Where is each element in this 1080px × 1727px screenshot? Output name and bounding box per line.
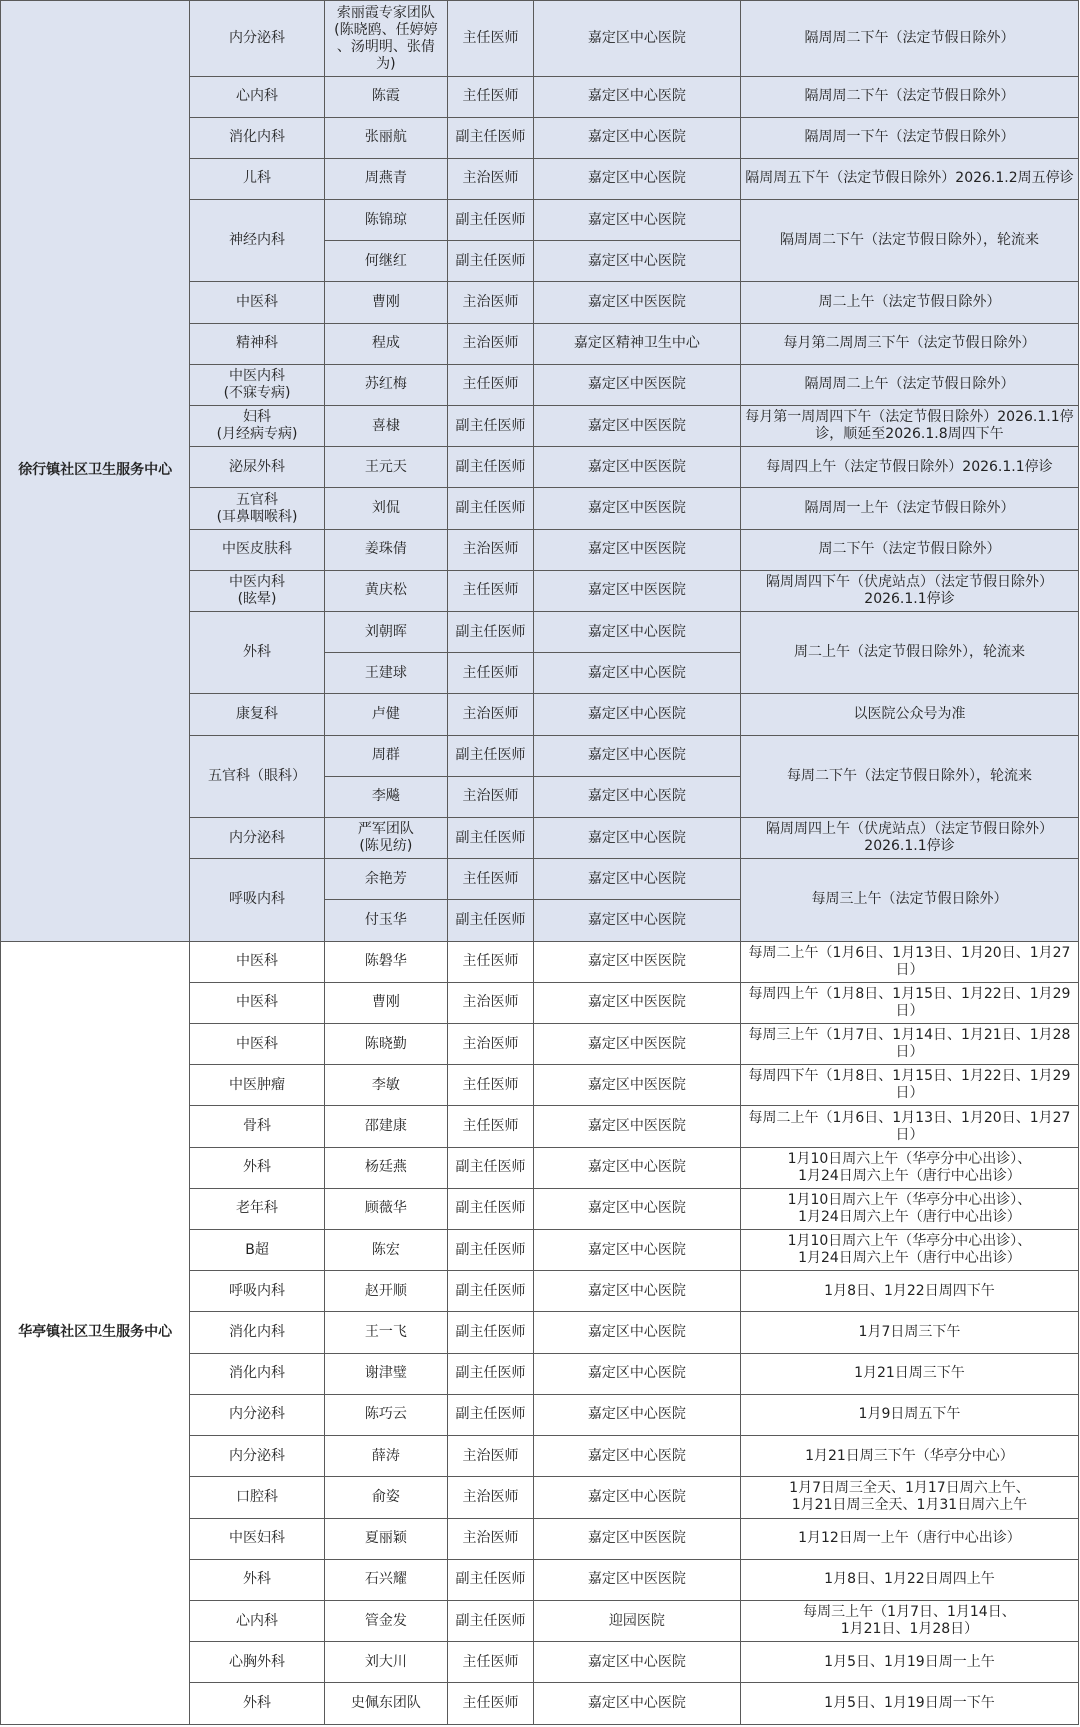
department-cell: 内分泌科 — [190, 1394, 324, 1435]
title-cell: 副主任医师 — [448, 488, 534, 529]
title-cell: 主治医师 — [448, 694, 534, 735]
hospital-cell: 嘉定区中心医院 — [533, 1312, 740, 1353]
schedule-cell: 1月10日周六上午（华亭分中心出诊）、 1月24日周六上午（唐行中心出诊） — [740, 1147, 1078, 1188]
title-cell: 副主任医师 — [448, 241, 534, 282]
schedule-cell: 1月21日周三下午（华亭分中心） — [740, 1436, 1078, 1477]
department-cell: 骨科 — [190, 1106, 324, 1147]
department-cell: 消化内科 — [190, 117, 324, 158]
schedule-cell: 每周四上午（1月8日、1月15日、1月22日、1月29日） — [740, 982, 1078, 1023]
schedule-cell: 周二上午（法定节假日除外） — [740, 282, 1078, 323]
department-cell: 消化内科 — [190, 1353, 324, 1394]
title-cell: 主治医师 — [448, 1477, 534, 1518]
doctor-cell: 付玉华 — [324, 900, 447, 941]
doctor-cell: 陈霞 — [324, 77, 447, 117]
hospital-cell: 嘉定区中医医院 — [533, 1518, 740, 1559]
doctor-cell: 杨廷燕 — [324, 1147, 447, 1188]
title-cell: 副主任医师 — [448, 117, 534, 158]
doctor-cell: 李敏 — [324, 1065, 447, 1106]
doctor-cell: 李飚 — [324, 776, 447, 817]
hospital-cell: 嘉定区中心医院 — [533, 77, 740, 117]
department-cell: 中医皮肤科 — [190, 529, 324, 570]
hospital-cell: 迎园医院 — [533, 1600, 740, 1641]
hospital-cell: 嘉定区中心医院 — [533, 900, 740, 941]
hospital-cell: 嘉定区中心医院 — [533, 1394, 740, 1435]
hospital-cell: 嘉定区中心医院 — [533, 1188, 740, 1229]
hospital-cell: 嘉定区中医医院 — [533, 1106, 740, 1147]
schedule-table-body — [1, 1, 1079, 1725]
department-cell: 呼吸内科 — [190, 1271, 324, 1312]
title-cell: 副主任医师 — [448, 735, 534, 776]
schedule-cell: 1月8日、1月22日周四上午 — [740, 1559, 1078, 1600]
doctor-cell: 王一飞 — [324, 1312, 447, 1353]
hospital-cell: 嘉定区中医医院 — [533, 1065, 740, 1106]
schedule-cell: 每月第二周周三下午（法定节假日除外） — [740, 323, 1078, 364]
doctor-cell: 管金发 — [324, 1600, 447, 1641]
schedule-cell: 每周三上午（1月7日、1月14日、 1月21日、1月28日） — [740, 1600, 1078, 1641]
doctor-cell: 王建球 — [324, 653, 447, 694]
title-cell: 副主任医师 — [448, 1559, 534, 1600]
department-cell: 中医科 — [190, 282, 324, 323]
schedule-cell: 1月5日、1月19日周一上午 — [740, 1642, 1078, 1683]
department-cell: 五官科（眼科） — [190, 735, 324, 817]
title-cell: 主任医师 — [448, 1683, 534, 1725]
title-cell: 副主任医师 — [448, 406, 534, 447]
doctor-cell: 喜棣 — [324, 406, 447, 447]
doctor-cell: 刘大川 — [324, 1642, 447, 1683]
department-cell: 神经内科 — [190, 200, 324, 282]
hospital-cell: 嘉定区中心医院 — [533, 694, 740, 735]
department-cell: 内分泌科 — [190, 1, 324, 77]
schedule-cell: 隔周周一上午（法定节假日除外） — [740, 488, 1078, 529]
doctor-cell: 程成 — [324, 323, 447, 364]
doctor-cell: 严军团队 (陈见纺) — [324, 818, 447, 859]
title-cell: 副主任医师 — [448, 818, 534, 859]
hospital-cell: 嘉定区中医医院 — [533, 447, 740, 488]
schedule-cell: 每周二上午（1月6日、1月13日、1月20日、1月27日） — [740, 1106, 1078, 1147]
department-cell: 儿科 — [190, 158, 324, 199]
doctor-cell: 薛涛 — [324, 1436, 447, 1477]
title-cell: 主任医师 — [448, 1065, 534, 1106]
hospital-cell: 嘉定区中医医院 — [533, 488, 740, 529]
schedule-cell: 隔周周二下午（法定节假日除外），轮流来 — [740, 200, 1078, 282]
doctor-cell: 曹刚 — [324, 982, 447, 1023]
schedule-cell: 每周四上午（法定节假日除外）2026.1.1停诊 — [740, 447, 1078, 488]
title-cell: 主任医师 — [448, 1, 534, 77]
department-cell: 外科 — [190, 612, 324, 694]
schedule-cell: 每周三上午（法定节假日除外） — [740, 859, 1078, 941]
department-cell: 消化内科 — [190, 1312, 324, 1353]
doctor-cell: 黄庆松 — [324, 570, 447, 611]
schedule-cell: 隔周周二上午（法定节假日除外） — [740, 364, 1078, 405]
hospital-cell: 嘉定区中医医院 — [533, 282, 740, 323]
doctor-cell: 邵建康 — [324, 1106, 447, 1147]
hospital-cell: 嘉定区中心医院 — [533, 241, 740, 282]
hospital-cell: 嘉定区中医医院 — [533, 529, 740, 570]
hospital-cell: 嘉定区中心医院 — [533, 1353, 740, 1394]
title-cell: 主任医师 — [448, 653, 534, 694]
hospital-cell: 嘉定区中医医院 — [533, 1024, 740, 1065]
department-cell: 中医科 — [190, 1024, 324, 1065]
title-cell: 主任医师 — [448, 570, 534, 611]
doctor-cell: 夏丽颖 — [324, 1518, 447, 1559]
schedule-cell: 1月21日周三下午 — [740, 1353, 1078, 1394]
doctor-cell: 刘侃 — [324, 488, 447, 529]
hospital-cell: 嘉定区中医医院 — [533, 1559, 740, 1600]
department-cell: 外科 — [190, 1683, 324, 1725]
title-cell: 主治医师 — [448, 1436, 534, 1477]
schedule-cell: 1月9日周五下午 — [740, 1394, 1078, 1435]
doctor-cell: 王元天 — [324, 447, 447, 488]
department-cell: 外科 — [190, 1559, 324, 1600]
title-cell: 副主任医师 — [448, 1312, 534, 1353]
schedule-cell: 周二上午（法定节假日除外），轮流来 — [740, 612, 1078, 694]
hospital-cell: 嘉定区中心医院 — [533, 1436, 740, 1477]
schedule-cell: 1月12日周一上午（唐行中心出诊） — [740, 1518, 1078, 1559]
department-cell: 心胸外科 — [190, 1642, 324, 1683]
department-cell: 心内科 — [190, 1600, 324, 1641]
schedule-cell: 隔周周二下午（法定节假日除外） — [740, 77, 1078, 117]
doctor-cell: 姜珠倩 — [324, 529, 447, 570]
doctor-cell: 何继红 — [324, 241, 447, 282]
schedule-cell: 每周四下午（1月8日、1月15日、1月22日、1月29日） — [740, 1065, 1078, 1106]
doctor-cell: 卢健 — [324, 694, 447, 735]
doctor-cell: 陈磐华 — [324, 941, 447, 982]
hospital-cell: 嘉定区中心医院 — [533, 859, 740, 900]
schedule-cell: 隔周周四上午（伏虎站点）（法定节假日除外） 2026.1.1停诊 — [740, 818, 1078, 859]
schedule-cell: 1月7日周三全天、1月17日周六上午、 1月21日周三全天、1月31日周六上午 — [740, 1477, 1078, 1518]
title-cell: 主任医师 — [448, 1106, 534, 1147]
doctor-cell: 谢津璧 — [324, 1353, 447, 1394]
hospital-cell: 嘉定区中心医院 — [533, 1, 740, 77]
department-cell: 精神科 — [190, 323, 324, 364]
department-cell: 康复科 — [190, 694, 324, 735]
title-cell: 主治医师 — [448, 529, 534, 570]
department-cell: 中医内科 (眩晕) — [190, 570, 324, 611]
doctor-cell: 石兴耀 — [324, 1559, 447, 1600]
title-cell: 副主任医师 — [448, 1353, 534, 1394]
hospital-cell: 嘉定区中医医院 — [533, 406, 740, 447]
department-cell: 妇科 (月经病专病) — [190, 406, 324, 447]
schedule-cell: 以医院公众号为准 — [740, 694, 1078, 735]
title-cell: 副主任医师 — [448, 1271, 534, 1312]
schedule-cell: 周二下午（法定节假日除外） — [740, 529, 1078, 570]
department-cell: 口腔科 — [190, 1477, 324, 1518]
title-cell: 副主任医师 — [448, 1394, 534, 1435]
title-cell: 副主任医师 — [448, 1600, 534, 1641]
department-cell: 中医妇科 — [190, 1518, 324, 1559]
schedule-cell: 1月10日周六上午（华亭分中心出诊）、 1月24日周六上午（唐行中心出诊） — [740, 1188, 1078, 1229]
title-cell: 主任医师 — [448, 941, 534, 982]
hospital-cell: 嘉定区中心医院 — [533, 1683, 740, 1725]
schedule-cell: 每周二下午（法定节假日除外），轮流来 — [740, 735, 1078, 817]
hospital-cell: 嘉定区中心医院 — [533, 158, 740, 199]
table-row — [1, 1, 1079, 77]
doctor-cell: 曹刚 — [324, 282, 447, 323]
hospital-cell: 嘉定区中心医院 — [533, 1477, 740, 1518]
hospital-cell: 嘉定区中医医院 — [533, 941, 740, 982]
doctor-cell: 赵开顺 — [324, 1271, 447, 1312]
doctor-cell: 张丽航 — [324, 117, 447, 158]
hospital-cell: 嘉定区中心医院 — [533, 735, 740, 776]
department-cell: 泌尿外科 — [190, 447, 324, 488]
title-cell: 主治医师 — [448, 1024, 534, 1065]
doctor-cell: 刘朝晖 — [324, 612, 447, 653]
doctor-cell: 周燕青 — [324, 158, 447, 199]
schedule-cell: 1月7日周三下午 — [740, 1312, 1078, 1353]
service-center-name: 徐行镇社区卫生服务中心 — [1, 1, 190, 942]
title-cell: 主任医师 — [448, 77, 534, 117]
department-cell: 中医肿瘤 — [190, 1065, 324, 1106]
title-cell: 副主任医师 — [448, 1188, 534, 1229]
title-cell: 副主任医师 — [448, 900, 534, 941]
hospital-cell: 嘉定区精神卫生中心 — [533, 323, 740, 364]
schedule-cell: 每周二上午（1月6日、1月13日、1月20日、1月27日） — [740, 941, 1078, 982]
doctor-cell: 陈巧云 — [324, 1394, 447, 1435]
schedule-cell: 1月10日周六上午（华亭分中心出诊）、 1月24日周六上午（唐行中心出诊） — [740, 1230, 1078, 1271]
hospital-cell: 嘉定区中心医院 — [533, 1147, 740, 1188]
title-cell: 主治医师 — [448, 158, 534, 199]
schedule-cell: 1月8日、1月22日周四下午 — [740, 1271, 1078, 1312]
department-cell: 内分泌科 — [190, 1436, 324, 1477]
schedule-cell: 隔周周一下午（法定节假日除外） — [740, 117, 1078, 158]
doctor-cell: 俞姿 — [324, 1477, 447, 1518]
title-cell: 主任医师 — [448, 1642, 534, 1683]
department-cell: 老年科 — [190, 1188, 324, 1229]
department-cell: 心内科 — [190, 77, 324, 117]
hospital-cell: 嘉定区中心医院 — [533, 818, 740, 859]
title-cell: 主任医师 — [448, 859, 534, 900]
schedule-cell: 隔周周四下午（伏虎站点）（法定节假日除外） 2026.1.1停诊 — [740, 570, 1078, 611]
hospital-cell: 嘉定区中医医院 — [533, 570, 740, 611]
title-cell: 副主任医师 — [448, 1147, 534, 1188]
schedule-cell: 每周三上午（1月7日、1月14日、1月21日、1月28日） — [740, 1024, 1078, 1065]
title-cell: 副主任医师 — [448, 447, 534, 488]
department-cell: 五官科 (耳鼻咽喉科) — [190, 488, 324, 529]
doctor-cell: 索丽霞专家团队 (陈晓鸥、任婷婷 、汤明明、张倩 为) — [324, 1, 447, 77]
department-cell: 中医科 — [190, 941, 324, 982]
title-cell: 主治医师 — [448, 1518, 534, 1559]
hospital-cell: 嘉定区中医医院 — [533, 982, 740, 1023]
doctor-cell: 史佩东团队 — [324, 1683, 447, 1725]
schedule-cell: 每月第一周周四下午（法定节假日除外）2026.1.1停 诊，顺延至2026.1.8周四下午 — [740, 406, 1078, 447]
hospital-cell: 嘉定区中心医院 — [533, 1271, 740, 1312]
hospital-cell: 嘉定区中心医院 — [533, 653, 740, 694]
hospital-cell: 嘉定区中心医院 — [533, 612, 740, 653]
title-cell: 主治医师 — [448, 982, 534, 1023]
title-cell: 主任医师 — [448, 364, 534, 405]
doctor-cell: 陈宏 — [324, 1230, 447, 1271]
doctor-cell: 陈晓勤 — [324, 1024, 447, 1065]
title-cell: 主治医师 — [448, 776, 534, 817]
hospital-cell: 嘉定区中医医院 — [533, 364, 740, 405]
title-cell: 主治医师 — [448, 282, 534, 323]
doctor-cell: 余艳芳 — [324, 859, 447, 900]
department-cell: 外科 — [190, 1147, 324, 1188]
schedule-cell: 隔周周二下午（法定节假日除外） — [740, 1, 1078, 77]
hospital-cell: 嘉定区中心医院 — [533, 200, 740, 241]
department-cell: 呼吸内科 — [190, 859, 324, 941]
doctor-cell: 顾薇华 — [324, 1188, 447, 1229]
department-cell: 中医内科 (不寐专病) — [190, 364, 324, 405]
title-cell: 主治医师 — [448, 323, 534, 364]
doctor-cell: 陈锦琼 — [324, 200, 447, 241]
hospital-cell: 嘉定区中心医院 — [533, 776, 740, 817]
service-center-name: 华亭镇社区卫生服务中心 — [1, 941, 190, 1724]
department-cell: B超 — [190, 1230, 324, 1271]
department-cell: 内分泌科 — [190, 818, 324, 859]
schedule-cell: 1月5日、1月19日周一下午 — [740, 1683, 1078, 1725]
hospital-cell: 嘉定区中心医院 — [533, 117, 740, 158]
title-cell: 副主任医师 — [448, 200, 534, 241]
doctor-cell: 苏红梅 — [324, 364, 447, 405]
schedule-cell: 隔周周五下午（法定节假日除外）2026.1.2周五停诊 — [740, 158, 1078, 199]
table-row — [1, 941, 1079, 982]
doctor-cell: 周群 — [324, 735, 447, 776]
title-cell: 副主任医师 — [448, 1230, 534, 1271]
title-cell: 副主任医师 — [448, 612, 534, 653]
hospital-cell: 嘉定区中心医院 — [533, 1230, 740, 1271]
department-cell: 中医科 — [190, 982, 324, 1023]
hospital-cell: 嘉定区中心医院 — [533, 1642, 740, 1683]
